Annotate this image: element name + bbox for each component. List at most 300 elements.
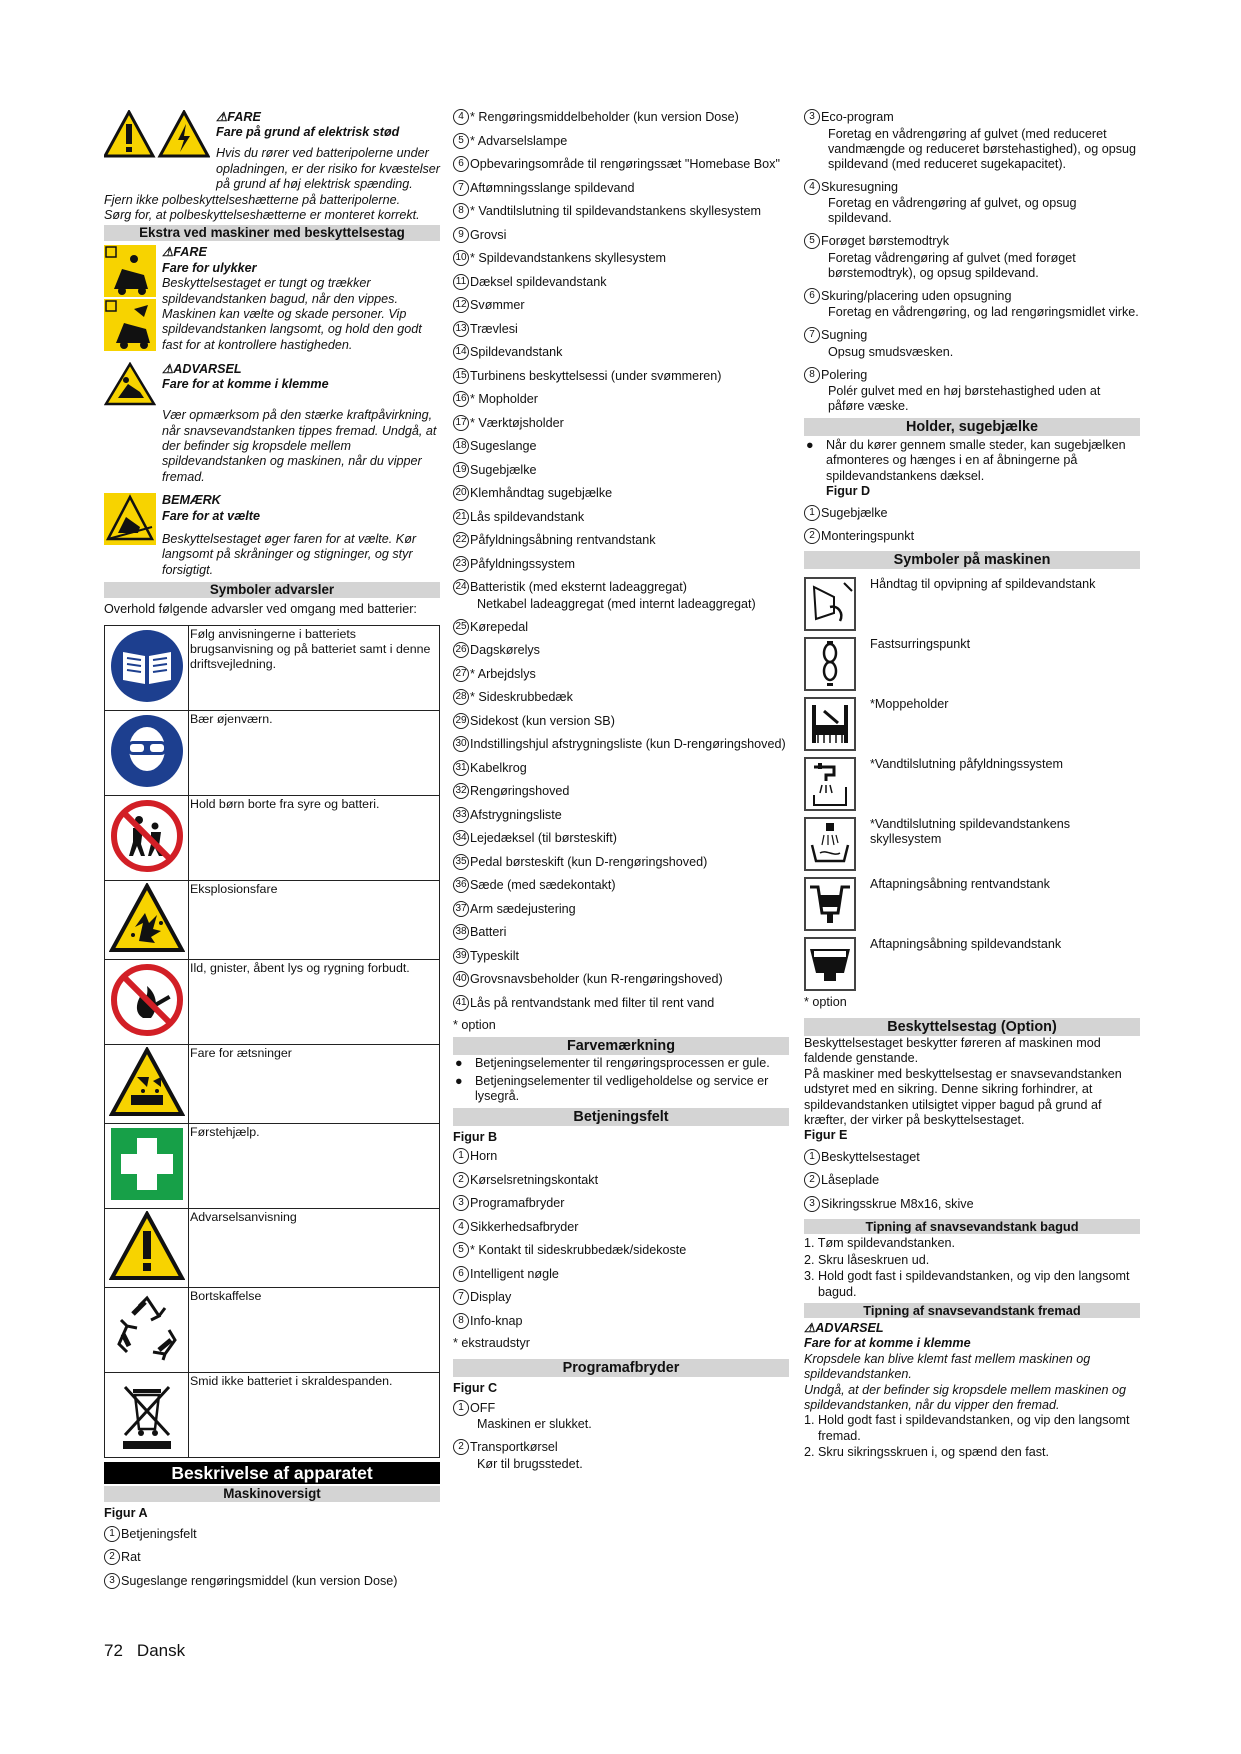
list-item bbox=[453, 996, 789, 1011]
symbol-text: Bortskaffelse bbox=[189, 1288, 440, 1373]
symbol-cell bbox=[105, 1045, 189, 1124]
item-text: Låseplade bbox=[821, 1173, 880, 1188]
list-item bbox=[453, 345, 789, 360]
item-number-badge: 34 bbox=[453, 830, 469, 846]
battery-symbols-table bbox=[104, 625, 440, 1458]
item-text: Sugeslange rengøringsmiddel (kun version Dose) bbox=[121, 1573, 398, 1588]
item-number-badge: 23 bbox=[453, 556, 469, 572]
section-header-program: Programafbryder bbox=[453, 1359, 789, 1377]
warning-title: ⚠ADVARSEL bbox=[804, 1321, 884, 1335]
list-item bbox=[453, 855, 789, 870]
list-item bbox=[453, 228, 789, 243]
item-subtext: Netkabel ladeaggregat (med internt ladeaggregat) bbox=[477, 596, 756, 611]
item-number-badge: 4 bbox=[453, 1219, 469, 1235]
symbol-cell bbox=[105, 626, 189, 711]
item-text: Lås spildevandstank bbox=[470, 509, 585, 524]
machine-symbols-list bbox=[804, 577, 1140, 991]
electric-warning-icons bbox=[104, 110, 210, 162]
waste-drain-icon bbox=[804, 937, 856, 991]
item-text: Monteringspunkt bbox=[821, 529, 915, 544]
warning-text: Beskyttelsestaget er tungt og trækker spildevandstanken bagud, når den vippes. Maskinen kan vælte og skade personer. Vip spildevandstanken langsomt, og hold den godt fast for at kontrollere hastigheden. bbox=[162, 276, 422, 352]
item-text: Intelligent nøgle bbox=[470, 1266, 559, 1281]
item-number-badge: 22 bbox=[453, 532, 469, 548]
warning-title: ⚠FARE bbox=[162, 245, 207, 260]
section-header-extra: Ekstra ved maskiner med beskyttelsestag bbox=[104, 225, 440, 241]
symbol-cell bbox=[105, 796, 189, 881]
bullet-dot: ● bbox=[455, 1056, 463, 1071]
symbol-row bbox=[105, 1124, 440, 1209]
machine-symbol-row bbox=[804, 877, 1140, 931]
item-number-badge: 20 bbox=[453, 485, 469, 501]
item-number-badge: 6 bbox=[453, 1266, 469, 1282]
explosion-icon bbox=[109, 942, 185, 956]
machine-symbol-text: Håndtag til opvipning af spildevandstank bbox=[870, 576, 1096, 591]
warning-text-1: Hvis du rører ved batteripolerne under opladningen, er der risiko for kvæstelser på grund af høj elektrisk spænding. bbox=[216, 146, 440, 192]
item-text: Pedal børsteskift (kun D-rengøringshoved) bbox=[470, 854, 708, 869]
item-text: Påfyldningssystem bbox=[470, 556, 575, 571]
section-header-roof: Beskyttelsestag (Option) bbox=[804, 1018, 1140, 1036]
list-item bbox=[453, 878, 789, 893]
list-item bbox=[453, 949, 789, 964]
item-text: * Sideskrubbedæk bbox=[470, 690, 573, 704]
list-item bbox=[804, 506, 1140, 521]
bullet-item bbox=[453, 1056, 789, 1071]
item-text: * Spildevandstankens skyllesystem bbox=[470, 251, 666, 265]
item-subtext: Foretag en vådrengøring af gulvet, og opsug spildevand. bbox=[828, 196, 1077, 225]
warning-accident bbox=[104, 245, 440, 355]
item-number-badge: 8 bbox=[804, 367, 820, 383]
item-text: Typeskilt bbox=[470, 948, 519, 963]
page-footer bbox=[104, 1643, 199, 1658]
program-list-continued bbox=[804, 110, 1140, 414]
list-item bbox=[104, 1574, 440, 1589]
tip-forward-steps bbox=[804, 1413, 1140, 1460]
item-number-badge: 5 bbox=[804, 233, 820, 249]
item-text: Skuring/placering uden opsugning bbox=[821, 288, 1012, 303]
warning-title: BEMÆRK bbox=[162, 493, 221, 508]
list-item bbox=[453, 1401, 789, 1416]
machine-symbol-row bbox=[804, 637, 1140, 691]
section-header-symbols: Symboler advarsler bbox=[104, 582, 440, 598]
item-number-badge: 14 bbox=[453, 344, 469, 360]
panel-list bbox=[453, 1149, 789, 1329]
item-number-badge: 2 bbox=[804, 528, 820, 544]
list-item bbox=[453, 275, 789, 290]
section-header-tip-forward: Tipning af snavsevandstank fremad bbox=[804, 1303, 1140, 1318]
list-item bbox=[453, 925, 789, 940]
item-text: Trævlesi bbox=[470, 321, 518, 336]
figure-label: Figur A bbox=[104, 1506, 148, 1521]
list-item bbox=[453, 667, 789, 682]
item-text: * Arbejdslys bbox=[470, 666, 536, 681]
item-number-badge: 2 bbox=[104, 1549, 120, 1565]
figure-label: Figur D bbox=[826, 484, 871, 499]
list-item bbox=[453, 392, 789, 407]
overview-list-continued bbox=[453, 110, 789, 1011]
list-item bbox=[453, 1440, 789, 1455]
item-number-badge: 16 bbox=[453, 391, 469, 407]
overview-list bbox=[104, 1527, 440, 1589]
list-item bbox=[453, 510, 789, 525]
option-note: * option bbox=[804, 994, 847, 1009]
item-number-badge: 39 bbox=[453, 948, 469, 964]
item-text: Eco-program bbox=[821, 110, 894, 124]
machine-symbol-row bbox=[804, 757, 1140, 811]
item-text: Sæde (med sædekontakt) bbox=[470, 878, 616, 892]
list-item bbox=[804, 110, 1140, 125]
list-item bbox=[804, 289, 1140, 304]
item-text: Sugebjælke bbox=[821, 505, 888, 520]
first-aid-icon bbox=[109, 1191, 185, 1205]
step-item: 2. Skru sikringsskruen i, og spænd den fast. bbox=[804, 1445, 1050, 1460]
item-text: Beskyttelsestaget bbox=[821, 1149, 920, 1164]
item-number-badge: 6 bbox=[804, 288, 820, 304]
item-text: * Advarselslampe bbox=[470, 133, 568, 148]
warning-subtitle: Fare for ulykker bbox=[162, 260, 257, 275]
item-number-badge: 1 bbox=[453, 1400, 469, 1416]
item-number-badge: 29 bbox=[453, 713, 469, 729]
list-item bbox=[453, 808, 789, 823]
symbol-row bbox=[105, 1209, 440, 1288]
figure-label: Figur C bbox=[453, 1381, 498, 1396]
list-item bbox=[453, 134, 789, 149]
item-number-badge: 19 bbox=[453, 462, 469, 478]
warning-title: ⚠ADVARSEL bbox=[162, 361, 242, 376]
item-text: Klemhåndtag sugebjælke bbox=[470, 486, 613, 500]
symbol-cell bbox=[105, 1124, 189, 1209]
list-item bbox=[104, 1527, 440, 1542]
symbol-text: Bær øjenværn. bbox=[189, 711, 440, 796]
symbols-intro: Overhold følgende advarsler ved omgang med batterier: bbox=[104, 601, 417, 616]
item-text: * Værktøjsholder bbox=[470, 415, 564, 430]
list-item bbox=[804, 1197, 1140, 1212]
machine-symbol-text: *Moppeholder bbox=[870, 696, 949, 711]
roof-list bbox=[804, 1150, 1140, 1212]
item-text: * Kontakt til sideskrubbedæk/sidekoste bbox=[470, 1243, 687, 1258]
warning-triangle-icon bbox=[104, 110, 210, 158]
item-number-badge: 15 bbox=[453, 368, 469, 384]
warning-subtitle: Fare for at vælte bbox=[162, 508, 260, 523]
item-number-badge: 1 bbox=[804, 505, 820, 521]
item-text: Batteristik (med eksternt ladeaggregat) bbox=[470, 580, 687, 594]
warning-icon bbox=[109, 1270, 185, 1284]
list-item bbox=[453, 643, 789, 658]
warning-subtitle: Fare for at komme i klemme bbox=[162, 377, 329, 392]
no-children-icon bbox=[109, 863, 185, 877]
item-number-badge: 33 bbox=[453, 807, 469, 823]
item-number-badge: 12 bbox=[453, 297, 469, 313]
item-text: Display bbox=[470, 1290, 512, 1305]
symbol-text: Eksplosionsfare bbox=[189, 881, 440, 960]
item-text: Kørepedal bbox=[470, 619, 529, 634]
item-number-badge: 18 bbox=[453, 438, 469, 454]
item-number-badge: 40 bbox=[453, 971, 469, 987]
item-number-badge: 36 bbox=[453, 877, 469, 893]
item-subtext: Foretag en vådrengøring af gulvet (med reduceret vandmængde og reduceret børstehastighed), og opsug spildevand (med reduceret sugekapacitet). bbox=[828, 126, 1137, 171]
item-number-badge: 24 bbox=[453, 579, 469, 595]
symbol-row bbox=[105, 881, 440, 960]
symbol-cell bbox=[105, 881, 189, 960]
warning-text-3: Sørg for, at polbeskyttelseshætterne er monteret korrekt. bbox=[104, 208, 420, 223]
symbol-text: Fare for ætsninger bbox=[189, 1045, 440, 1124]
item-text: Grovsnavsbeholder (kun R-rengøringshoved) bbox=[470, 972, 723, 986]
item-number-badge: 2 bbox=[453, 1439, 469, 1455]
machine-symbol-row bbox=[804, 577, 1140, 631]
list-item bbox=[453, 1314, 789, 1329]
item-text: Lejedæksel (til børsteskift) bbox=[470, 831, 617, 845]
list-item bbox=[804, 529, 1140, 544]
item-number-badge: 31 bbox=[453, 760, 469, 776]
symbol-text: Førstehjælp. bbox=[189, 1124, 440, 1209]
section-header-description: Beskrivelse af apparatet bbox=[104, 1462, 440, 1484]
item-number-badge: 2 bbox=[453, 1172, 469, 1188]
symbol-row bbox=[105, 1288, 440, 1373]
item-number-badge: 7 bbox=[453, 1289, 469, 1305]
list-item bbox=[453, 1267, 789, 1282]
item-text: Turbinens beskyttelsessi (under svømmeren) bbox=[470, 368, 722, 383]
list-item bbox=[453, 1196, 789, 1211]
warning-text-2: Fjern ikke polbeskyttelseshætterne på batteripolerne. bbox=[104, 192, 401, 207]
warning-title: ⚠FARE bbox=[216, 110, 261, 124]
list-item bbox=[804, 1150, 1140, 1165]
item-number-badge: 1 bbox=[104, 1526, 120, 1542]
warning-trap-body bbox=[162, 362, 440, 410]
item-subtext: Foretag vådrengøring af gulvet (med forøget børstemodtryk), og opsug spildevand. bbox=[828, 250, 1076, 280]
footer-language: Dansk bbox=[136, 1641, 186, 1660]
item-number-badge: 3 bbox=[804, 1196, 820, 1212]
list-item bbox=[453, 486, 789, 501]
roof-paragraph-2: På maskiner med beskyttelsestag er snavsevandstanken udstyret med en sikring. Denne sikring forhindrer, at spildevandstanken utilsigtet vipper bagud på grund af kræfter, der virker på beskyttelsestaget. bbox=[804, 1066, 1122, 1128]
item-text: Dæksel spildevandstank bbox=[470, 274, 607, 289]
no-bin-icon bbox=[109, 1440, 185, 1454]
warning-text: Kropsdele kan blive klemt fast mellem maskinen og spildevandstanken. bbox=[804, 1351, 1091, 1382]
list-item bbox=[453, 463, 789, 478]
item-text: * Vandtilslutning til spildevandstankens skyllesystem bbox=[470, 204, 761, 218]
item-subtext: Opsug smudsvæsken. bbox=[828, 344, 954, 359]
item-number-badge: 30 bbox=[453, 736, 469, 752]
item-number-badge: 1 bbox=[804, 1149, 820, 1165]
step-item: 1. Hold godt fast i spildevandstanken, og vip den langsomt fremad. bbox=[804, 1413, 1130, 1443]
item-number-badge: 5 bbox=[453, 133, 469, 149]
item-text: Opbevaringsområde til rengøringssæt "Homebase Box" bbox=[470, 157, 780, 171]
list-item bbox=[453, 714, 789, 729]
list-item bbox=[453, 1243, 789, 1258]
item-number-badge: 2 bbox=[804, 1172, 820, 1188]
machine-symbol-row bbox=[804, 817, 1140, 871]
item-text: Polering bbox=[821, 367, 868, 382]
section-header-machine-symbols: Symboler på maskinen bbox=[804, 551, 1140, 569]
item-text: Programafbryder bbox=[470, 1196, 565, 1211]
item-text: Kabelkrog bbox=[470, 760, 527, 775]
list-item bbox=[804, 234, 1140, 249]
option-note: * option bbox=[453, 1018, 496, 1032]
warning-text-2: Undgå, at der befinder sig kropsdele mellem maskinen og spildevandstanken, når du vipper den fremad. bbox=[804, 1382, 1127, 1413]
item-subtext: Maskinen er slukket. bbox=[477, 1417, 592, 1432]
symbol-row bbox=[105, 960, 440, 1045]
warning-trap-text: Vær opmærksom på den stærke kraftpåvirkning, når snavsevandstanken tippes fremad. Undgå, at der befinder sig kropsdele mellem spildevandstanken og maskinen, når du vipper fremad. bbox=[162, 408, 437, 484]
item-number-badge: 7 bbox=[453, 180, 469, 196]
extra-note: * ekstraudstyr bbox=[453, 1336, 530, 1351]
symbol-text: Advarselsanvisning bbox=[189, 1209, 440, 1288]
item-text: Skuresugning bbox=[821, 179, 899, 194]
item-number-badge: 21 bbox=[453, 509, 469, 525]
item-text: Lås på rentvandstank med filter til rent vand bbox=[470, 995, 715, 1010]
list-item bbox=[453, 110, 789, 125]
list-item bbox=[453, 972, 789, 987]
column-1 bbox=[104, 110, 440, 1597]
item-number-badge: 28 bbox=[453, 689, 469, 705]
item-subtext: Kør til brugsstedet. bbox=[477, 1456, 583, 1471]
symbol-cell bbox=[105, 711, 189, 796]
item-number-badge: 7 bbox=[804, 327, 820, 343]
list-item bbox=[104, 1550, 440, 1565]
item-text: Grovsi bbox=[470, 227, 507, 242]
item-number-badge: 6 bbox=[453, 156, 469, 172]
item-text: Info-knap bbox=[470, 1313, 523, 1328]
symbol-text: Ild, gnister, åbent lys og rygning forbudt. bbox=[189, 960, 440, 1045]
item-number-badge: 38 bbox=[453, 924, 469, 940]
item-text: Horn bbox=[470, 1149, 498, 1164]
section-header-holder: Holder, sugebjælke bbox=[804, 418, 1140, 436]
column-2 bbox=[453, 110, 789, 1480]
list-item bbox=[453, 439, 789, 454]
item-text: OFF bbox=[470, 1400, 496, 1415]
item-text: * Mopholder bbox=[470, 392, 538, 406]
list-item bbox=[453, 1149, 789, 1164]
list-item bbox=[453, 557, 789, 572]
holder-bullet-text: Når du kører gennem smalle steder, kan sugebjælken afmonteres og hænges i en af åbningerne på spildevandstankens dæksel. bbox=[826, 438, 1126, 483]
list-item bbox=[453, 761, 789, 776]
section-header-tip-back: Tipning af snavsevandstank bagud bbox=[804, 1219, 1140, 1234]
section-header-overview: Maskinoversigt bbox=[104, 1486, 440, 1502]
machine-symbol-text: Aftapningsåbning rentvandstank bbox=[870, 876, 1050, 891]
list-item bbox=[453, 737, 789, 752]
item-number-badge: 41 bbox=[453, 995, 469, 1011]
roof-paragraph-1: Beskyttelsestaget beskytter føreren af maskinen mod faldende genstande. bbox=[804, 1036, 1101, 1066]
symbol-row bbox=[105, 1045, 440, 1124]
symbol-cell bbox=[105, 960, 189, 1045]
item-text: Spildevandstank bbox=[470, 345, 563, 359]
list-item bbox=[804, 328, 1140, 343]
list-item bbox=[453, 298, 789, 313]
warning-subtitle: Fare på grund af elektrisk stød bbox=[216, 125, 400, 140]
list-item bbox=[453, 251, 789, 266]
item-number-badge: 3 bbox=[104, 1573, 120, 1589]
list-item bbox=[453, 1220, 789, 1235]
item-text: * Rengøringsmiddelbeholder (kun version Dose) bbox=[470, 110, 739, 124]
item-number-badge: 5 bbox=[453, 1242, 469, 1258]
item-number-badge: 25 bbox=[453, 619, 469, 635]
machine-symbol-row bbox=[804, 937, 1140, 991]
warning-trap bbox=[104, 362, 440, 410]
list-item bbox=[453, 620, 789, 635]
symbol-row bbox=[105, 1373, 440, 1458]
list-item bbox=[453, 690, 789, 705]
list-item bbox=[453, 533, 789, 548]
warning-subtitle: Fare for at komme i klemme bbox=[804, 1336, 971, 1351]
item-number-badge: 9 bbox=[453, 227, 469, 243]
list-item bbox=[804, 368, 1140, 383]
item-text: Sikringsskrue M8x16, skive bbox=[821, 1196, 974, 1211]
item-text: Arm sædejustering bbox=[470, 901, 576, 916]
recycle-icon bbox=[109, 1355, 185, 1369]
item-text: Betjeningsfelt bbox=[121, 1526, 197, 1541]
list-item bbox=[804, 180, 1140, 195]
symbol-row bbox=[105, 626, 440, 711]
item-number-badge: 37 bbox=[453, 901, 469, 917]
item-text: Rengøringshoved bbox=[470, 784, 570, 798]
step-item: 3. Hold godt fast i spildevandstanken, og vip den langsomt bagud. bbox=[804, 1269, 1130, 1299]
goggles-icon bbox=[109, 778, 185, 792]
item-text: Rat bbox=[121, 1550, 141, 1565]
item-number-badge: 13 bbox=[453, 321, 469, 337]
item-text: Sidekost (kun version SB) bbox=[470, 713, 615, 728]
item-text: Transportkørsel bbox=[470, 1440, 558, 1455]
machine-symbol-text: *Vandtilslutning spildevandstankens skyllesystem bbox=[870, 816, 1070, 847]
list-item bbox=[453, 416, 789, 431]
bullet-text: Betjeningselementer til rengøringsprocessen er gule. bbox=[475, 1056, 770, 1071]
item-text: Sugeslange bbox=[470, 439, 537, 453]
bullet-dot: ● bbox=[455, 1073, 463, 1088]
item-number-badge: 8 bbox=[453, 1313, 469, 1329]
mop-holder-icon bbox=[804, 697, 856, 751]
item-number-badge: 32 bbox=[453, 783, 469, 799]
item-number-badge: 8 bbox=[453, 203, 469, 219]
list-item bbox=[453, 322, 789, 337]
item-text: Sugebjælke bbox=[470, 462, 537, 477]
item-text: Påfyldningsåbning rentvandstank bbox=[470, 533, 656, 547]
symbol-cell bbox=[105, 1373, 189, 1458]
figure-label: Figur B bbox=[453, 1129, 498, 1144]
list-item bbox=[453, 784, 789, 799]
item-number-badge: 1 bbox=[453, 1148, 469, 1164]
list-item bbox=[453, 831, 789, 846]
symbol-row bbox=[105, 796, 440, 881]
column-3 bbox=[804, 110, 1140, 1462]
water-fill-icon bbox=[804, 757, 856, 811]
machine-symbol-text: Fastsurringspunkt bbox=[870, 636, 971, 651]
handle-icon bbox=[804, 577, 856, 631]
item-number-badge: 35 bbox=[453, 854, 469, 870]
holder-list bbox=[804, 506, 1140, 545]
tip-back-steps bbox=[804, 1236, 1140, 1300]
item-number-badge: 3 bbox=[804, 109, 820, 125]
item-text: Forøget børstemodtryk bbox=[821, 234, 950, 248]
symbol-text: Følg anvisningerne i batteriets brugsanvisning og på batteriet samt i denne driftsvejledning. bbox=[189, 626, 440, 711]
symbol-text: Smid ikke batteriet i skraldespanden. bbox=[189, 1373, 440, 1458]
program-list bbox=[453, 1401, 789, 1472]
item-subtext: Foretag en vådrengøring, og lad rengøringsmidlet virke. bbox=[828, 305, 1139, 319]
item-text: Batteri bbox=[470, 925, 507, 939]
tipping-machine-icon bbox=[104, 245, 156, 355]
warning-accident-body bbox=[162, 245, 440, 355]
item-text: Indstillingshjul afstrygningsliste (kun D-rengøringshoved) bbox=[470, 737, 786, 751]
warning-tip-text: Beskyttelsestaget øger faren for at vælte. Kør langsomt på skråninger og stigninger, og styr forsigtigt. bbox=[162, 531, 417, 577]
bullet-item bbox=[453, 1074, 789, 1105]
warning-text bbox=[104, 408, 440, 485]
bullet-text: Betjeningselementer til vedligeholdelse og service er lysegrå. bbox=[475, 1073, 769, 1104]
no-fire-icon bbox=[109, 1027, 185, 1041]
item-number-badge: 27 bbox=[453, 666, 469, 682]
lashing-point-icon bbox=[804, 637, 856, 691]
item-subtext: Polér gulvet med en høj børstehastighed uden at påføre væske. bbox=[828, 384, 1101, 413]
tip-over-icon bbox=[104, 493, 156, 549]
item-number-badge: 17 bbox=[453, 415, 469, 431]
item-number-badge: 4 bbox=[453, 109, 469, 125]
symbol-cell bbox=[105, 1288, 189, 1373]
section-header-color: Farvemærkning bbox=[453, 1037, 789, 1055]
step-item: 1. Tøm spildevandstanken. bbox=[804, 1236, 955, 1251]
